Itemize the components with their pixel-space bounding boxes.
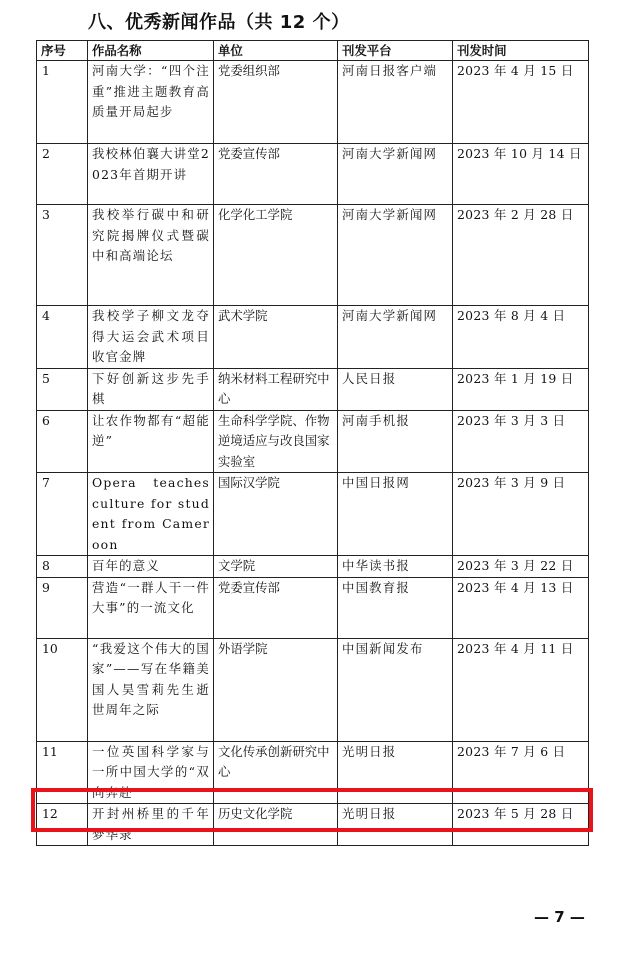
cell-no: 3: [37, 205, 88, 306]
cell-platform: 中国教育报: [338, 577, 453, 638]
cell-unit: 党委宣传部: [214, 144, 338, 205]
cell-no: 7: [37, 473, 88, 556]
cell-platform: 河南大学新闻网: [338, 306, 453, 369]
cell-unit: 文化传承创新研究中心: [214, 741, 338, 804]
table-row: [37, 741, 589, 804]
table-row: [37, 638, 589, 741]
cell-no: 9: [37, 577, 88, 638]
table-row: [37, 368, 589, 410]
cell-date: 2023 年 3 月 22 日: [453, 556, 589, 578]
cell-date: 2023 年 3 月 9 日: [453, 473, 589, 556]
cell-platform: 中华读书报: [338, 556, 453, 578]
cell-date: 2023 年 8 月 4 日: [453, 306, 589, 369]
table-header-row: [37, 41, 589, 61]
cell-no: 11: [37, 741, 88, 804]
section-title: 八、优秀新闻作品（共 12 个）: [88, 12, 350, 33]
header-date: 刊发时间: [453, 41, 589, 61]
cell-unit: 化学化工学院: [214, 205, 338, 306]
cell-no: 2: [37, 144, 88, 205]
header-no: 序号: [37, 41, 88, 61]
cell-title: “我爱这个伟大的国家”——写在华籍美国人昊雪莉先生逝世周年之际: [88, 638, 214, 741]
cell-no: 4: [37, 306, 88, 369]
cell-date: 2023 年 10 月 14 日: [453, 144, 589, 205]
cell-date: 2023 年 4 月 15 日: [453, 61, 589, 144]
table-row: [37, 577, 589, 638]
cell-platform: 中国新闻发布: [338, 638, 453, 741]
cell-date: 2023 年 4 月 11 日: [453, 638, 589, 741]
cell-title: 让农作物都有“超能逆”: [88, 410, 214, 473]
cell-title: 河南大学：“四个注重”推进主题教育高质量开局起步: [88, 61, 214, 144]
cell-title: Opera teaches culture for student from Cameroon: [88, 473, 214, 556]
cell-date: 2023 年 7 月 6 日: [453, 741, 589, 804]
cell-no: 5: [37, 368, 88, 410]
cell-unit: 生命科学学院、作物逆境适应与改良国家实验室: [214, 410, 338, 473]
header-platform: 刊发平台: [338, 41, 453, 61]
cell-platform: 中国日报网: [338, 473, 453, 556]
cell-date: 2023 年 2 月 28 日: [453, 205, 589, 306]
cell-no: 8: [37, 556, 88, 578]
header-unit: 单位: [214, 41, 338, 61]
cell-date: 2023 年 5 月 28 日: [453, 804, 589, 846]
table-row: [37, 306, 589, 369]
table-row: [37, 144, 589, 205]
header-title: 作品名称: [88, 41, 214, 61]
cell-platform: 河南日报客户端: [338, 61, 453, 144]
cell-platform: 光明日报: [338, 741, 453, 804]
cell-title: 营造“一群人干一件大事”的一流文化: [88, 577, 214, 638]
page-number: — 7 —: [534, 908, 585, 926]
cell-title: 一位英国科学家与一所中国大学的“双向奔赴”: [88, 741, 214, 804]
cell-platform: 河南手机报: [338, 410, 453, 473]
cell-platform: 人民日报: [338, 368, 453, 410]
cell-title: 我校举行碳中和研究院揭牌仪式暨碳中和高端论坛: [88, 205, 214, 306]
cell-unit: 党委宣传部: [214, 577, 338, 638]
cell-platform: 河南大学新闻网: [338, 144, 453, 205]
cell-no: 1: [37, 61, 88, 144]
table-row: [37, 410, 589, 473]
cell-date: 2023 年 1 月 19 日: [453, 368, 589, 410]
table-row: [37, 473, 589, 556]
table-row: [37, 556, 589, 578]
cell-unit: 纳米材料工程研究中心: [214, 368, 338, 410]
table-row-highlighted: [37, 804, 589, 846]
cell-date: 2023 年 3 月 3 日: [453, 410, 589, 473]
cell-unit: 武术学院: [214, 306, 338, 369]
table-row: [37, 205, 589, 306]
cell-platform: 光明日报: [338, 804, 453, 846]
cell-title: 百年的意义: [88, 556, 214, 578]
cell-title: 下好创新这步先手棋: [88, 368, 214, 410]
news-works-table: [36, 40, 589, 846]
cell-no: 6: [37, 410, 88, 473]
cell-unit: 外语学院: [214, 638, 338, 741]
cell-title: 我校林伯襄大讲堂2023年首期开讲: [88, 144, 214, 205]
cell-no: 12: [37, 804, 88, 846]
cell-unit: 文学院: [214, 556, 338, 578]
cell-unit: 历史文化学院: [214, 804, 338, 846]
cell-no: 10: [37, 638, 88, 741]
cell-title: 我校学子柳文龙夺得大运会武术项目收官金牌: [88, 306, 214, 369]
cell-unit: 党委组织部: [214, 61, 338, 144]
cell-date: 2023 年 4 月 13 日: [453, 577, 589, 638]
cell-platform: 河南大学新闻网: [338, 205, 453, 306]
table-row: [37, 61, 589, 144]
cell-unit: 国际汉学院: [214, 473, 338, 556]
cell-title: 开封州桥里的千年梦华录: [88, 804, 214, 846]
